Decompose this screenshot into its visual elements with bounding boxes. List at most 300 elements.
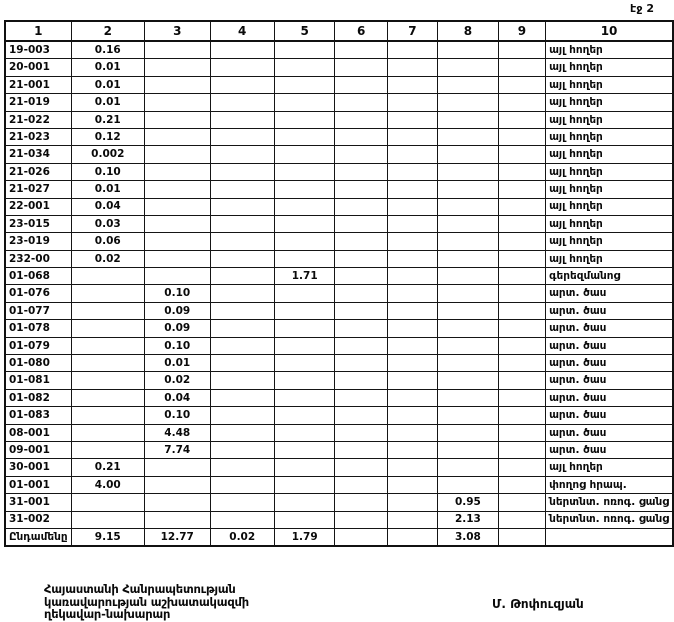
- cell-code: 21-027: [5, 181, 71, 198]
- cell-value: [387, 302, 437, 319]
- cell-value: [210, 494, 274, 511]
- column-header: 3: [144, 21, 210, 41]
- cell-value: [387, 181, 437, 198]
- cell-value: [335, 163, 387, 180]
- cell-value: [498, 407, 545, 424]
- cell-value: 0.09: [144, 302, 210, 319]
- table-row: [5, 181, 673, 198]
- cell-land-type: այլ հողեր: [546, 250, 673, 267]
- cell-value: [387, 128, 437, 145]
- cell-value: [438, 215, 499, 232]
- column-header: 1: [5, 21, 71, 41]
- cell-value: 1.71: [274, 268, 335, 285]
- cell-value: [274, 494, 335, 511]
- cell-value: 0.02: [144, 372, 210, 389]
- cell-value: [274, 424, 335, 441]
- table-row: [5, 528, 673, 546]
- cell-code: 21-019: [5, 94, 71, 111]
- cell-value: [335, 111, 387, 128]
- cell-value: [438, 250, 499, 267]
- cell-value: [438, 372, 499, 389]
- cell-value: [498, 128, 545, 145]
- cell-value: [387, 59, 437, 76]
- cell-code: 01-068: [5, 268, 71, 285]
- official-title-line: ղեկավար-նախարար: [44, 607, 171, 622]
- cell-value: [438, 59, 499, 76]
- cell-value: 0.01: [144, 355, 210, 372]
- cell-value: [274, 59, 335, 76]
- cell-code: 01-001: [5, 476, 71, 493]
- cell-value: [335, 146, 387, 163]
- table-row: [5, 268, 673, 285]
- cell-value: 0.01: [71, 181, 144, 198]
- cell-value: 0.16: [71, 41, 144, 59]
- cell-value: [144, 146, 210, 163]
- cell-value: [210, 337, 274, 354]
- cell-value: [210, 355, 274, 372]
- cell-code: 232-00: [5, 250, 71, 267]
- cell-value: [71, 407, 144, 424]
- cell-value: 0.01: [71, 59, 144, 76]
- cell-value: [71, 337, 144, 354]
- cell-code: 21-034: [5, 146, 71, 163]
- cell-value: [335, 441, 387, 458]
- cell-value: [335, 389, 387, 406]
- cell-land-type: արտ. ծաս: [546, 441, 673, 458]
- cell-value: [210, 285, 274, 302]
- cell-value: [210, 372, 274, 389]
- cell-value: [498, 372, 545, 389]
- cell-value: [387, 111, 437, 128]
- cell-value: [274, 476, 335, 493]
- cell-value: [438, 355, 499, 372]
- cell-value: [498, 511, 545, 528]
- cell-value: [210, 441, 274, 458]
- cell-value: [144, 111, 210, 128]
- cell-value: [498, 41, 545, 59]
- cell-value: [71, 424, 144, 441]
- column-header: 5: [274, 21, 335, 41]
- cell-value: [210, 424, 274, 441]
- official-title-line: կառավարության աշխատակազմի: [44, 594, 249, 609]
- cell-value: [144, 233, 210, 250]
- cell-value: [438, 268, 499, 285]
- cell-land-type: այլ հողեր: [546, 181, 673, 198]
- cell-value: [498, 250, 545, 267]
- cell-code: 01-077: [5, 302, 71, 319]
- cell-value: [210, 511, 274, 528]
- cell-value: [335, 337, 387, 354]
- table-row: [5, 494, 673, 511]
- cell-value: 0.21: [71, 111, 144, 128]
- table-row: [5, 441, 673, 458]
- cell-code: 21-023: [5, 128, 71, 145]
- cell-value: [210, 215, 274, 232]
- cell-value: [274, 146, 335, 163]
- cell-value: [210, 459, 274, 476]
- cell-value: [498, 302, 545, 319]
- cell-value: [144, 181, 210, 198]
- cell-value: [387, 459, 437, 476]
- cell-value: [274, 511, 335, 528]
- cell-value: [71, 268, 144, 285]
- cell-value: [274, 233, 335, 250]
- table-row: [5, 76, 673, 93]
- cell-value: [438, 407, 499, 424]
- cell-value: [387, 528, 437, 546]
- cell-value: [498, 424, 545, 441]
- cell-value: [335, 320, 387, 337]
- cell-value: [335, 302, 387, 319]
- cell-value: [438, 94, 499, 111]
- cell-value: [438, 233, 499, 250]
- cell-value: [210, 76, 274, 93]
- cell-value: [71, 285, 144, 302]
- cell-value: [387, 389, 437, 406]
- cell-land-type: այլ հողեր: [546, 59, 673, 76]
- cell-land-type: արտ. ծաս: [546, 320, 673, 337]
- cell-value: [498, 94, 545, 111]
- table-row: [5, 41, 673, 59]
- cell-value: [335, 268, 387, 285]
- cell-code: 30-001: [5, 459, 71, 476]
- cell-value: [210, 389, 274, 406]
- cell-value: 0.01: [71, 76, 144, 93]
- cell-value: [274, 285, 335, 302]
- column-header: 8: [438, 21, 499, 41]
- cell-value: [210, 59, 274, 76]
- cell-value: [335, 511, 387, 528]
- cell-value: [144, 511, 210, 528]
- cell-value: [274, 372, 335, 389]
- table-row: [5, 355, 673, 372]
- cell-value: [438, 163, 499, 180]
- cell-value: [274, 441, 335, 458]
- cell-value: 0.002: [71, 146, 144, 163]
- cell-land-type: այլ հողեր: [546, 128, 673, 145]
- cell-value: [438, 41, 499, 59]
- cell-value: [210, 407, 274, 424]
- cell-value: [274, 337, 335, 354]
- cell-code: 08-001: [5, 424, 71, 441]
- cell-value: [387, 320, 437, 337]
- table-header-row: [5, 21, 673, 41]
- cell-code: 01-080: [5, 355, 71, 372]
- cell-value: [335, 128, 387, 145]
- cell-value: [387, 494, 437, 511]
- cell-value: [498, 320, 545, 337]
- land-balance-table: [4, 20, 674, 547]
- cell-value: [144, 459, 210, 476]
- cell-value: [210, 181, 274, 198]
- cell-value: [210, 128, 274, 145]
- cell-value: [274, 320, 335, 337]
- cell-code: 01-081: [5, 372, 71, 389]
- cell-value: [71, 372, 144, 389]
- cell-land-type: այլ հողեր: [546, 459, 673, 476]
- cell-value: [387, 76, 437, 93]
- cell-value: [144, 250, 210, 267]
- cell-value: [144, 476, 210, 493]
- cell-value: [387, 424, 437, 441]
- cell-value: [274, 198, 335, 215]
- cell-value: [498, 494, 545, 511]
- cell-value: [387, 372, 437, 389]
- cell-value: [498, 355, 545, 372]
- cell-land-type: այլ հողեր: [546, 76, 673, 93]
- table-row: [5, 215, 673, 232]
- page-number-label: էջ 2: [630, 2, 654, 15]
- cell-value: [274, 76, 335, 93]
- cell-value: [387, 41, 437, 59]
- cell-value: [274, 389, 335, 406]
- cell-value: [274, 111, 335, 128]
- table-row: [5, 337, 673, 354]
- cell-value: [498, 389, 545, 406]
- official-title-line: Հայաստանի Հանրապետության: [44, 582, 236, 596]
- cell-code: 21-001: [5, 76, 71, 93]
- cell-code: 01-083: [5, 407, 71, 424]
- cell-value: 0.10: [144, 285, 210, 302]
- cell-value: [335, 59, 387, 76]
- cell-value: [144, 76, 210, 93]
- cell-value: [335, 424, 387, 441]
- cell-value: 1.79: [274, 528, 335, 546]
- cell-value: [387, 163, 437, 180]
- cell-land-type: ներտնտ. ոռոգ. ցանց: [546, 511, 673, 528]
- cell-code: 09-001: [5, 441, 71, 458]
- signature-name: Մ. Թոփուզյան: [492, 597, 584, 611]
- cell-value: [274, 41, 335, 59]
- cell-value: [144, 215, 210, 232]
- table-row: [5, 285, 673, 302]
- cell-value: [210, 41, 274, 59]
- cell-value: [498, 285, 545, 302]
- cell-code: 31-002: [5, 511, 71, 528]
- cell-value: 0.09: [144, 320, 210, 337]
- cell-value: [210, 198, 274, 215]
- cell-value: 0.04: [71, 198, 144, 215]
- cell-code: 01-078: [5, 320, 71, 337]
- cell-value: [210, 233, 274, 250]
- table-row: [5, 459, 673, 476]
- cell-code: 19-003: [5, 41, 71, 59]
- cell-value: [498, 528, 545, 546]
- cell-value: [274, 407, 335, 424]
- cell-value: [210, 320, 274, 337]
- cell-value: [438, 128, 499, 145]
- cell-land-type: արտ. ծաս: [546, 372, 673, 389]
- cell-value: 9.15: [71, 528, 144, 546]
- cell-land-type: արտ. ծաս: [546, 424, 673, 441]
- table-row: [5, 476, 673, 493]
- cell-value: [438, 111, 499, 128]
- cell-value: [274, 128, 335, 145]
- cell-value: [387, 198, 437, 215]
- cell-value: [498, 215, 545, 232]
- cell-value: [335, 233, 387, 250]
- table-row: [5, 389, 673, 406]
- cell-value: [210, 250, 274, 267]
- cell-value: [498, 76, 545, 93]
- cell-value: [144, 94, 210, 111]
- cell-value: [438, 424, 499, 441]
- cell-value: 0.10: [144, 407, 210, 424]
- cell-value: 0.10: [144, 337, 210, 354]
- cell-value: [144, 163, 210, 180]
- table-row: [5, 111, 673, 128]
- table-row: [5, 233, 673, 250]
- cell-land-type: ներտնտ. ոռոգ. ցանց: [546, 494, 673, 511]
- cell-code: 21-026: [5, 163, 71, 180]
- table-row: [5, 511, 673, 528]
- cell-value: [335, 181, 387, 198]
- cell-value: [387, 407, 437, 424]
- cell-value: [387, 511, 437, 528]
- cell-land-type: արտ. ծաս: [546, 337, 673, 354]
- cell-value: 0.95: [438, 494, 499, 511]
- table-row: [5, 250, 673, 267]
- table-row: [5, 146, 673, 163]
- cell-value: [498, 111, 545, 128]
- table-row: [5, 424, 673, 441]
- cell-value: [438, 181, 499, 198]
- cell-value: 0.12: [71, 128, 144, 145]
- cell-value: [387, 441, 437, 458]
- cell-value: [387, 94, 437, 111]
- cell-value: [144, 59, 210, 76]
- cell-value: 2.13: [438, 511, 499, 528]
- cell-value: [335, 215, 387, 232]
- cell-value: 0.10: [71, 163, 144, 180]
- cell-value: 7.74: [144, 441, 210, 458]
- cell-land-type: [546, 528, 673, 546]
- cell-value: [498, 459, 545, 476]
- cell-value: [335, 355, 387, 372]
- cell-value: [498, 441, 545, 458]
- cell-value: [335, 494, 387, 511]
- cell-value: 0.02: [71, 250, 144, 267]
- cell-land-type: այլ հողեր: [546, 111, 673, 128]
- cell-value: [144, 494, 210, 511]
- cell-value: [387, 215, 437, 232]
- cell-code: 23-019: [5, 233, 71, 250]
- cell-land-type: փողոց հրապ.: [546, 476, 673, 493]
- cell-land-type: արտ. ծաս: [546, 302, 673, 319]
- cell-value: [387, 337, 437, 354]
- cell-value: 4.48: [144, 424, 210, 441]
- table-row: [5, 372, 673, 389]
- cell-code: 20-001: [5, 59, 71, 76]
- cell-value: [438, 389, 499, 406]
- cell-value: [210, 146, 274, 163]
- cell-value: [335, 407, 387, 424]
- cell-land-type: արտ. ծաս: [546, 285, 673, 302]
- table-row: [5, 198, 673, 215]
- cell-value: [274, 163, 335, 180]
- cell-land-type: արտ. ծաս: [546, 355, 673, 372]
- table-row: [5, 163, 673, 180]
- cell-value: [144, 41, 210, 59]
- cell-code: 22-001: [5, 198, 71, 215]
- cell-value: [498, 163, 545, 180]
- table-row: [5, 128, 673, 145]
- cell-value: [335, 285, 387, 302]
- cell-value: [438, 146, 499, 163]
- cell-land-type: այլ հողեր: [546, 146, 673, 163]
- column-header: 10: [546, 21, 673, 41]
- cell-value: [438, 285, 499, 302]
- column-header: 6: [335, 21, 387, 41]
- cell-value: [498, 337, 545, 354]
- cell-value: [498, 268, 545, 285]
- official-title-block: [44, 583, 249, 621]
- column-header: 2: [71, 21, 144, 41]
- cell-value: [71, 302, 144, 319]
- table-row: [5, 59, 673, 76]
- cell-code: 31-001: [5, 494, 71, 511]
- cell-value: [210, 302, 274, 319]
- cell-value: [335, 76, 387, 93]
- cell-value: [498, 198, 545, 215]
- column-header: 4: [210, 21, 274, 41]
- cell-land-type: արտ. ծաս: [546, 407, 673, 424]
- cell-code: Ընդամենը: [5, 528, 71, 546]
- table-row: [5, 302, 673, 319]
- cell-value: [210, 268, 274, 285]
- cell-value: [71, 389, 144, 406]
- cell-value: 12.77: [144, 528, 210, 546]
- cell-value: [438, 76, 499, 93]
- cell-value: [498, 181, 545, 198]
- cell-value: [144, 268, 210, 285]
- cell-value: [71, 511, 144, 528]
- cell-land-type: արտ. ծաս: [546, 389, 673, 406]
- cell-value: [71, 355, 144, 372]
- cell-value: [210, 94, 274, 111]
- cell-code: 23-015: [5, 215, 71, 232]
- cell-value: [387, 285, 437, 302]
- cell-land-type: այլ հողեր: [546, 198, 673, 215]
- cell-value: [387, 146, 437, 163]
- cell-value: [438, 302, 499, 319]
- cell-value: [274, 302, 335, 319]
- cell-value: [335, 476, 387, 493]
- cell-value: 4.00: [71, 476, 144, 493]
- cell-value: [335, 250, 387, 267]
- cell-value: [438, 459, 499, 476]
- cell-code: 01-079: [5, 337, 71, 354]
- column-header: 9: [498, 21, 545, 41]
- table-row: [5, 320, 673, 337]
- cell-value: [498, 59, 545, 76]
- cell-value: [274, 250, 335, 267]
- cell-value: [274, 215, 335, 232]
- cell-value: [274, 355, 335, 372]
- cell-value: [144, 198, 210, 215]
- cell-value: [438, 320, 499, 337]
- cell-value: [498, 146, 545, 163]
- cell-value: [438, 198, 499, 215]
- cell-value: [498, 476, 545, 493]
- cell-value: [335, 528, 387, 546]
- cell-value: [71, 494, 144, 511]
- cell-land-type: այլ հողեր: [546, 94, 673, 111]
- cell-value: 0.04: [144, 389, 210, 406]
- column-header: 7: [387, 21, 437, 41]
- cell-value: [71, 320, 144, 337]
- cell-value: [387, 233, 437, 250]
